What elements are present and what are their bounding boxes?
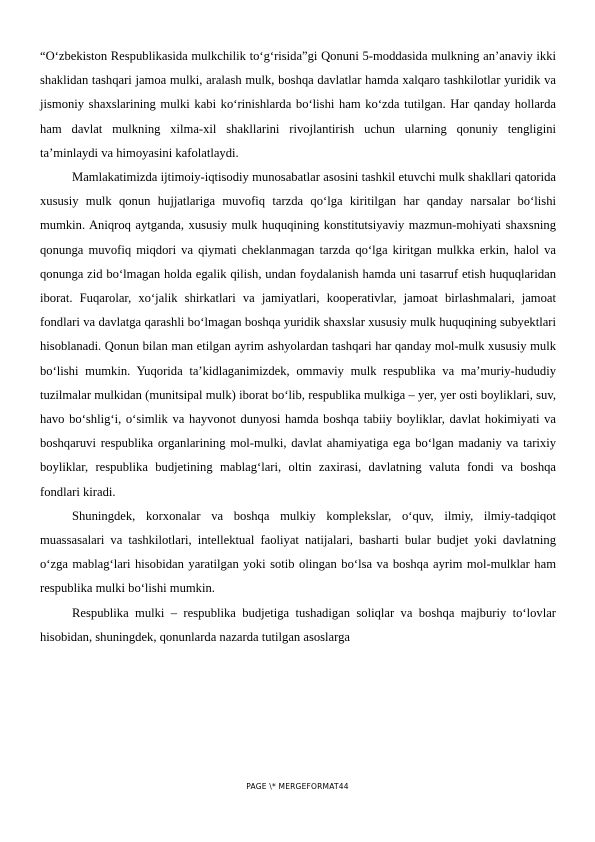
paragraph-2: Mamlakatimizda ijtimoiy-iqtisodiy munosabatlar asosini tashkil etuvchi mulk shakllari qatorida xususiy mulk qonun hujjatlariga muvofiq tarzda qo‘lga kiritilgan har qanday narsalar bo‘lishi mumkin. Aniqroq aytganda, xususiy mulk huquqining konstitutsiyaviy mazmun-mohiyati shaxsning qonunga muvofiq miqdori va qiymati cheklanmagan tarzda qo‘lga kiritgan mulkka erkin, halol va qonunga zid bo‘lmagan holda egalik qilish, undan foydalanish hamda uni tasarruf etish huquqlaridan iborat. Fuqarolar, xo‘jalik shirkatlari va jamiyatlari, kooperativlar, jamoat birlashmalari, jamoat fondlari va davlatga qarashli bo‘lmagan boshqa yuridik shaxslar xususiy mulk huquqining subyektlari hisoblanadi. Qonun bilan man etilgan ayrim ashyolardan tashqari har qanday mol-mulk xususiy mulk bo‘lishi mumkin. Yuqorida ta’kidlaganimizdek, ommaviy mulk respublika va ma’muriy-hududiy tuzilmalar mulkidan (munitsipal mulk) iborat bo‘lib, respublika mulkiga – yer, yer osti boyliklari, suv, havo bo‘shlig‘i, o‘simlik va hayvonot dunyosi hamda boshqa tabiiy boyliklar, davlat hokimiyati va boshqaruvi respublika organlarining mol-mulki, davlat ahamiyatiga ega bo‘lgan madaniy va tarixiy boyliklar, respublika budjetining mablag‘lari, oltin zaxirasi, davlatning valuta fondi va boshqa fondlari kiradi. — [40, 170, 556, 499]
page-number-field: PAGE \* MERGEFORMAT44 — [246, 782, 349, 791]
paragraph-1: “O‘zbekiston Respublikasida mulkchilik to‘g‘risida”gi Qonuni 5-moddasida mulkning an’anaviy ikki shaklidan tashqari jamoa mulki, aralash mulk, boshqa davlatlar hamda xalqaro tashkilotlar yuridik va jismoniy shaxslarining mulki kabi ko‘rinishlarda bo‘lishi ham ko‘zda tutilgan. Har qanday hollarda ham davlat mulkning xilma-xil shakllarini rivojlantirish uchun ularning qonuniy tengligini ta’minlaydi va himoyasini kafolatlaydi. — [40, 49, 556, 160]
paragraph-4: Respublika mulki – respublika budjetiga tushadigan soliqlar va boshqa majburiy to‘lovlar hisobidan, shuningdek, qonunlarda nazarda tutilgan asoslarga — [40, 605, 556, 644]
body-text — [40, 44, 556, 649]
paragraph-3: Shuningdek, korxonalar va boshqa mulkiy komplekslar, o‘quv, ilmiy, ilmiy-tadqiqot muassasalari va tashkilotlari, intellektual faoliyat natijalari, basharti bular budjet yoki davlatning o‘zga mablag‘lari hisobidan yaratilgan yoki sotib olingan bo‘lsa va boshqa ayrim mol-mulklar ham respublika mulki bo‘lishi mumkin. — [40, 508, 556, 596]
